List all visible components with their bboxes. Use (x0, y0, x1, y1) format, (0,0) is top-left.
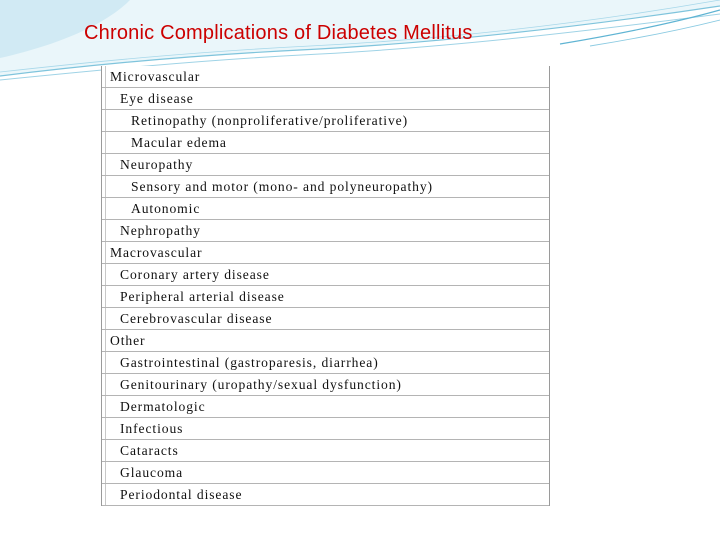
table-row (102, 330, 549, 352)
table-row-text: Infectious (120, 421, 184, 436)
table-row-text: Nephropathy (120, 223, 201, 238)
table-row (102, 352, 549, 374)
table-row-text: Microvascular (110, 69, 201, 84)
complications-table (101, 66, 550, 506)
slide-title: Chronic Complications of Diabetes Mellitus (84, 22, 473, 44)
table-row-text: Periodontal disease (120, 487, 243, 502)
table-row-text: Other (110, 333, 146, 348)
table-row (102, 176, 549, 198)
table-row-text: Macular edema (131, 135, 227, 150)
table-row-text: Macrovascular (110, 245, 203, 260)
table-row-text: Gastrointestinal (gastroparesis, diarrhea) (120, 355, 379, 370)
table-row (102, 198, 549, 220)
table-row-text: Peripheral arterial disease (120, 289, 285, 304)
table-row (102, 66, 549, 88)
table-row (102, 220, 549, 242)
table-row (102, 396, 549, 418)
table-row (102, 88, 549, 110)
table-row-text: Coronary artery disease (120, 267, 270, 282)
table-row-text: Sensory and motor (mono- and polyneuropathy) (131, 179, 433, 194)
table-row-text: Autonomic (131, 201, 201, 216)
table-row (102, 242, 549, 264)
table-row-text: Genitourinary (uropathy/sexual dysfunction) (120, 377, 402, 392)
table-row (102, 462, 549, 484)
table-row (102, 484, 549, 506)
table-row (102, 110, 549, 132)
table-row (102, 440, 549, 462)
table-row-text: Retinopathy (nonproliferative/proliferative) (131, 113, 409, 128)
table-row-text: Dermatologic (120, 399, 206, 414)
table-row (102, 264, 549, 286)
table-row-text: Cataracts (120, 443, 179, 458)
table-row (102, 418, 549, 440)
table-row (102, 154, 549, 176)
table-row (102, 286, 549, 308)
table-row-text: Glaucoma (120, 465, 184, 480)
table-row (102, 132, 549, 154)
table-row (102, 308, 549, 330)
table-row-text: Eye disease (120, 91, 194, 106)
table-row-text: Neuropathy (120, 157, 194, 172)
table-row-text: Cerebrovascular disease (120, 311, 273, 326)
table-row (102, 374, 549, 396)
